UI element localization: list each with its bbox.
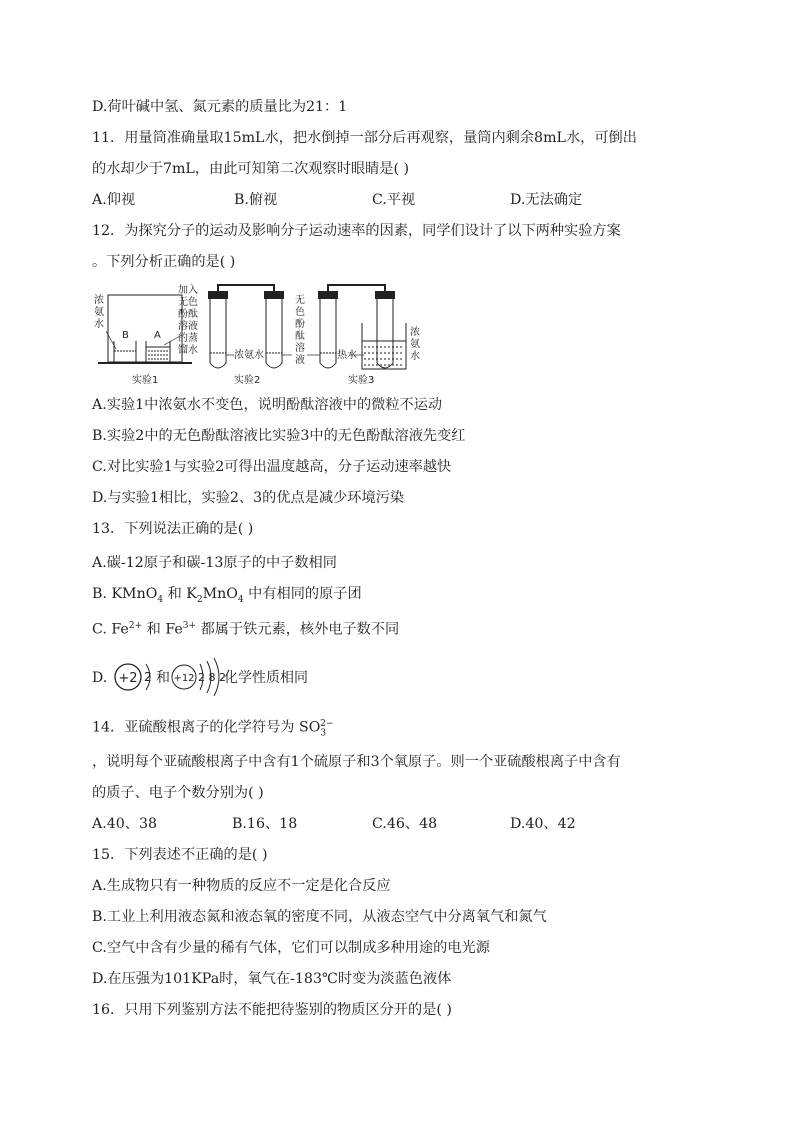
q13-option-b: B. KMnO$_4$ 和 $K_2MnO_4$ 中有相同的原子团: [92, 586, 362, 605]
q13-option-a: A.碳-12原子和碳-13原子的中子数相同: [92, 555, 337, 571]
q12-experiment-figure: [92, 283, 420, 388]
q15-option-c: C.空气中含有少量的稀有气体，它们可以制成多种用途的电光源: [92, 940, 490, 956]
q11-stem-line2: 的水却少于7mL，由此可知第二次观察时眼睛是( ): [92, 161, 410, 177]
q13-option-c: C. $Fe^{2+}$ 和 $Fe^{3+}$ 都属于铁元素，核外电子数不同: [92, 621, 400, 638]
exp1-beaker-a-label: A: [154, 330, 161, 341]
exp3-label-left: 热水: [337, 350, 357, 361]
mid-label: 无色酚酞溶液: [295, 295, 305, 366]
q12-option-c: C.对比实验1与实验2可得出温度越高，分子运动速率越快: [92, 459, 452, 475]
exp1-beaker-b-label: B: [122, 330, 129, 341]
nucleus1-label: +2: [118, 671, 138, 686]
q14-stem-line1: 14．亚硫酸根离子的化学符号为 $SO_3^{2-}$: [92, 719, 334, 739]
q15-option-d: D.在压强为101KPa时，氧气在-183℃时变为淡蓝色液体: [92, 971, 452, 987]
q14-option-b: B.16、18: [232, 816, 298, 832]
q15-option-b: B.工业上利用液态氮和液态氧的密度不同，从液态空气中分离氧气和氮气: [92, 909, 547, 925]
exp3-caption: 实验3: [348, 375, 375, 386]
experiment3-apparatus: [318, 285, 406, 369]
q15-option-a: A.生成物只有一种物质的反应不一定是化合反应: [92, 878, 391, 894]
q13-d-suffix: 化学性质相同: [224, 670, 308, 686]
q16-stem: 16．只用下列鉴别方法不能把待鉴别的物质区分开的是( ): [92, 1002, 452, 1018]
exp1-left-label: 浓氨水: [94, 295, 104, 330]
q11-stem-line1: 11．用量筒准确量取15mL水，把水倒掉一部分后再观察，量筒内剩余8mL水，可倒出: [92, 130, 637, 146]
q14-option-c: C.46、48: [372, 816, 438, 832]
q11-option-c: C.平视: [372, 192, 416, 208]
q13-stem: 13．下列说法正确的是( ): [92, 521, 254, 537]
shell1-electrons: 2: [144, 670, 152, 684]
exp3-label-right: 浓氨水: [410, 327, 420, 362]
q13-option-d: [92, 658, 332, 698]
exp2-caption: 实验2: [234, 375, 261, 386]
q14-option-d: D.40、42: [510, 816, 576, 832]
q12-option-b: B.实验2中的无色酚酞溶液比实验3中的无色酚酞溶液先变红: [92, 428, 466, 444]
q12-stem-line2: 。下列分析正确的是( ): [92, 254, 236, 270]
exp2-label: 浓氨水: [234, 350, 264, 361]
q15-stem: 15．下列表述不正确的是( ): [92, 847, 268, 863]
q14-stem-line3: 的质子、电子个数分别为( ): [92, 785, 264, 801]
q12-option-a: A.实验1中浓氨水不变色，说明酚酞溶液中的微粒不运动: [92, 397, 443, 413]
q11-option-b: B.俯视: [234, 192, 278, 208]
q13-d-prefix: D.: [92, 670, 108, 686]
q13-d-and: 和: [156, 670, 170, 686]
exp1-caption: 实验1: [132, 375, 159, 386]
q14-option-a: A.40、38: [92, 816, 158, 832]
shells2-electrons: 2 8 2: [198, 671, 226, 684]
q11-option-d: D.无法确定: [510, 192, 583, 208]
q10-option-d: D.荷叶碱中氢、氮元素的质量比为21：1: [92, 99, 348, 115]
q14-stem-line2: ，说明每个亚硫酸根离子中含有1个硫原子和3个氧原子。则一个亚硫酸根离子中含有: [92, 754, 621, 770]
q12-option-d: D.与实验1相比，实验2、3的优点是减少环境污染: [92, 490, 405, 506]
nucleus2-label: +12: [173, 673, 195, 684]
exp1-right-label: 加入无色酚酞溶液的蒸馏水: [178, 285, 198, 356]
q11-option-a: A.仰视: [92, 192, 136, 208]
q12-stem-line1: 12．为探究分子的运动及影响分子运动速率的因素，同学们设计了以下两种实验方案: [92, 223, 621, 239]
